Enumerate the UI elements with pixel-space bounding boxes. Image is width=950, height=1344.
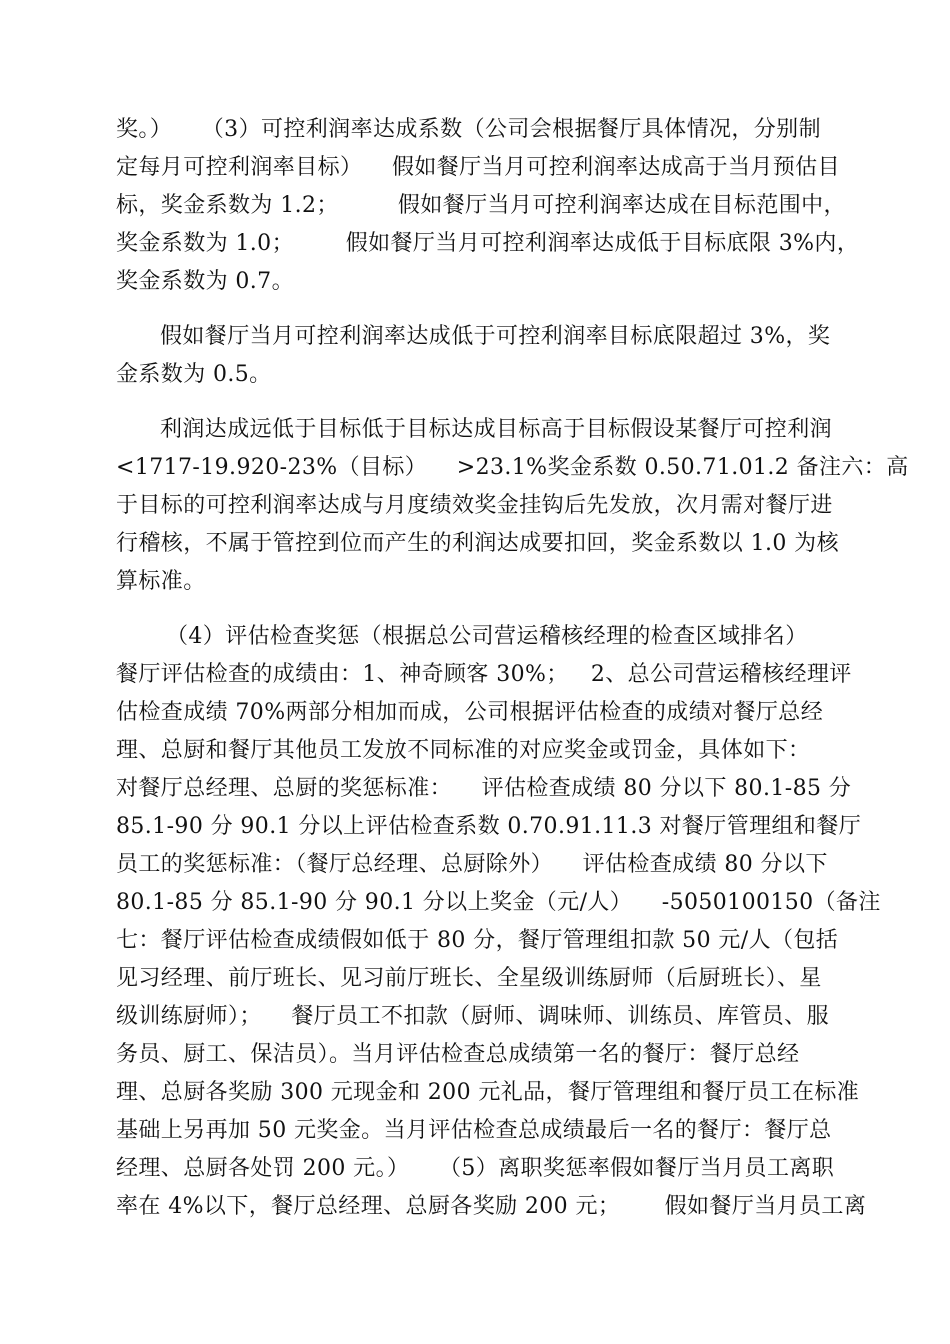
text-line: 见习经理、前厅班长、见习前厅班长、全星级训练厨师（后厨班长）、星 bbox=[116, 966, 822, 991]
text-line: 级训练厨师）； 餐厅员工不扣款（厨师、调味师、训练员、库管员、服 bbox=[116, 1004, 829, 1029]
text-line: 金系数为 0.5。 bbox=[116, 362, 272, 387]
text-line: 标，奖金系数为 1.2； 假如餐厅当月可控利润率达成在目标范围中， bbox=[116, 193, 846, 218]
text-line: 七：餐厅评估检查成绩假如低于 80 分，餐厅管理组扣款 50 元/人（包括 bbox=[116, 928, 839, 953]
text-line: 对餐厅总经理、总厨的奖惩标准： 评估检查成绩 80 分以下 80.1-85 分 bbox=[116, 776, 852, 801]
text-line: 算标准。 bbox=[116, 569, 206, 594]
text-line: 定每月可控利润率目标） 假如餐厅当月可控利润率达成高于当月预估目 bbox=[116, 155, 840, 180]
text-line: 估检查成绩 70%两部分相加而成，公司根据评估检查的成绩对餐厅总经 bbox=[116, 700, 824, 725]
text-line: 80.1-85 分 85.1-90 分 90.1 分以上奖金（元/人） -5050100150（备注 bbox=[116, 890, 881, 915]
text-line: 奖。） （3）可控利润率达成系数（公司会根据餐厅具体情况，分别制 bbox=[116, 117, 821, 142]
text-line: 率在 4%以下，餐厅总经理、总厨各奖励 200 元； 假如餐厅当月员工离 bbox=[116, 1194, 867, 1219]
text-line: 经理、总厨各处罚 200 元。） （5）离职奖惩率假如餐厅当月员工离职 bbox=[116, 1156, 835, 1181]
text-line: 奖金系数为 0.7。 bbox=[116, 269, 294, 294]
text-line: 基础上另再加 50 元奖金。当月评估检查总成绩最后一名的餐厅：餐厅总 bbox=[116, 1118, 832, 1143]
text-line: 奖金系数为 1.0； 假如餐厅当月可控利润率达成低于目标底限 3%内， bbox=[116, 231, 860, 256]
text-line: 务员、厨工、保洁员）。当月评估检查总成绩第一名的餐厅：餐厅总经 bbox=[116, 1042, 800, 1067]
text-line: 85.1-90 分 90.1 分以上评估检查系数 0.70.91.11.3 对餐厅管理组和餐厅 bbox=[116, 814, 862, 839]
text-line: 理、总厨和餐厅其他员工发放不同标准的对应奖金或罚金，具体如下： bbox=[116, 738, 811, 763]
text-line: 理、总厨各奖励 300 元现金和 200 元礼品，餐厅管理组和餐厅员工在标准 bbox=[116, 1080, 860, 1105]
text-line: 餐厅评估检查的成绩由：1、神奇顾客 30%； 2、总公司营运稽核经理评 bbox=[116, 662, 852, 687]
section-heading: （4）评估检查奖惩（根据总公司营运稽核经理的检查区域排名） bbox=[166, 624, 808, 649]
text-line: <1717-19.920-23%（目标） >23.1%奖金系数 0.50.71.01.2 备注六：高 bbox=[116, 455, 909, 480]
text-line: 假如餐厅当月可控利润率达成低于可控利润率目标底限超过 3%，奖 bbox=[160, 324, 831, 349]
text-line: 员工的奖惩标准：（餐厅总经理、总厨除外） 评估检查成绩 80 分以下 bbox=[116, 852, 828, 877]
text-line: 利润达成远低于目标低于目标达成目标高于目标假设某餐厅可控利润 bbox=[160, 417, 833, 442]
text-line: 于目标的可控利润率达成与月度绩效奖金挂钩后先发放，次月需对餐厅进 bbox=[116, 493, 833, 518]
text-line: 行稽核，不属于管控到位而产生的利润达成要扣回，奖金系数以 1.0 为核 bbox=[116, 531, 839, 556]
